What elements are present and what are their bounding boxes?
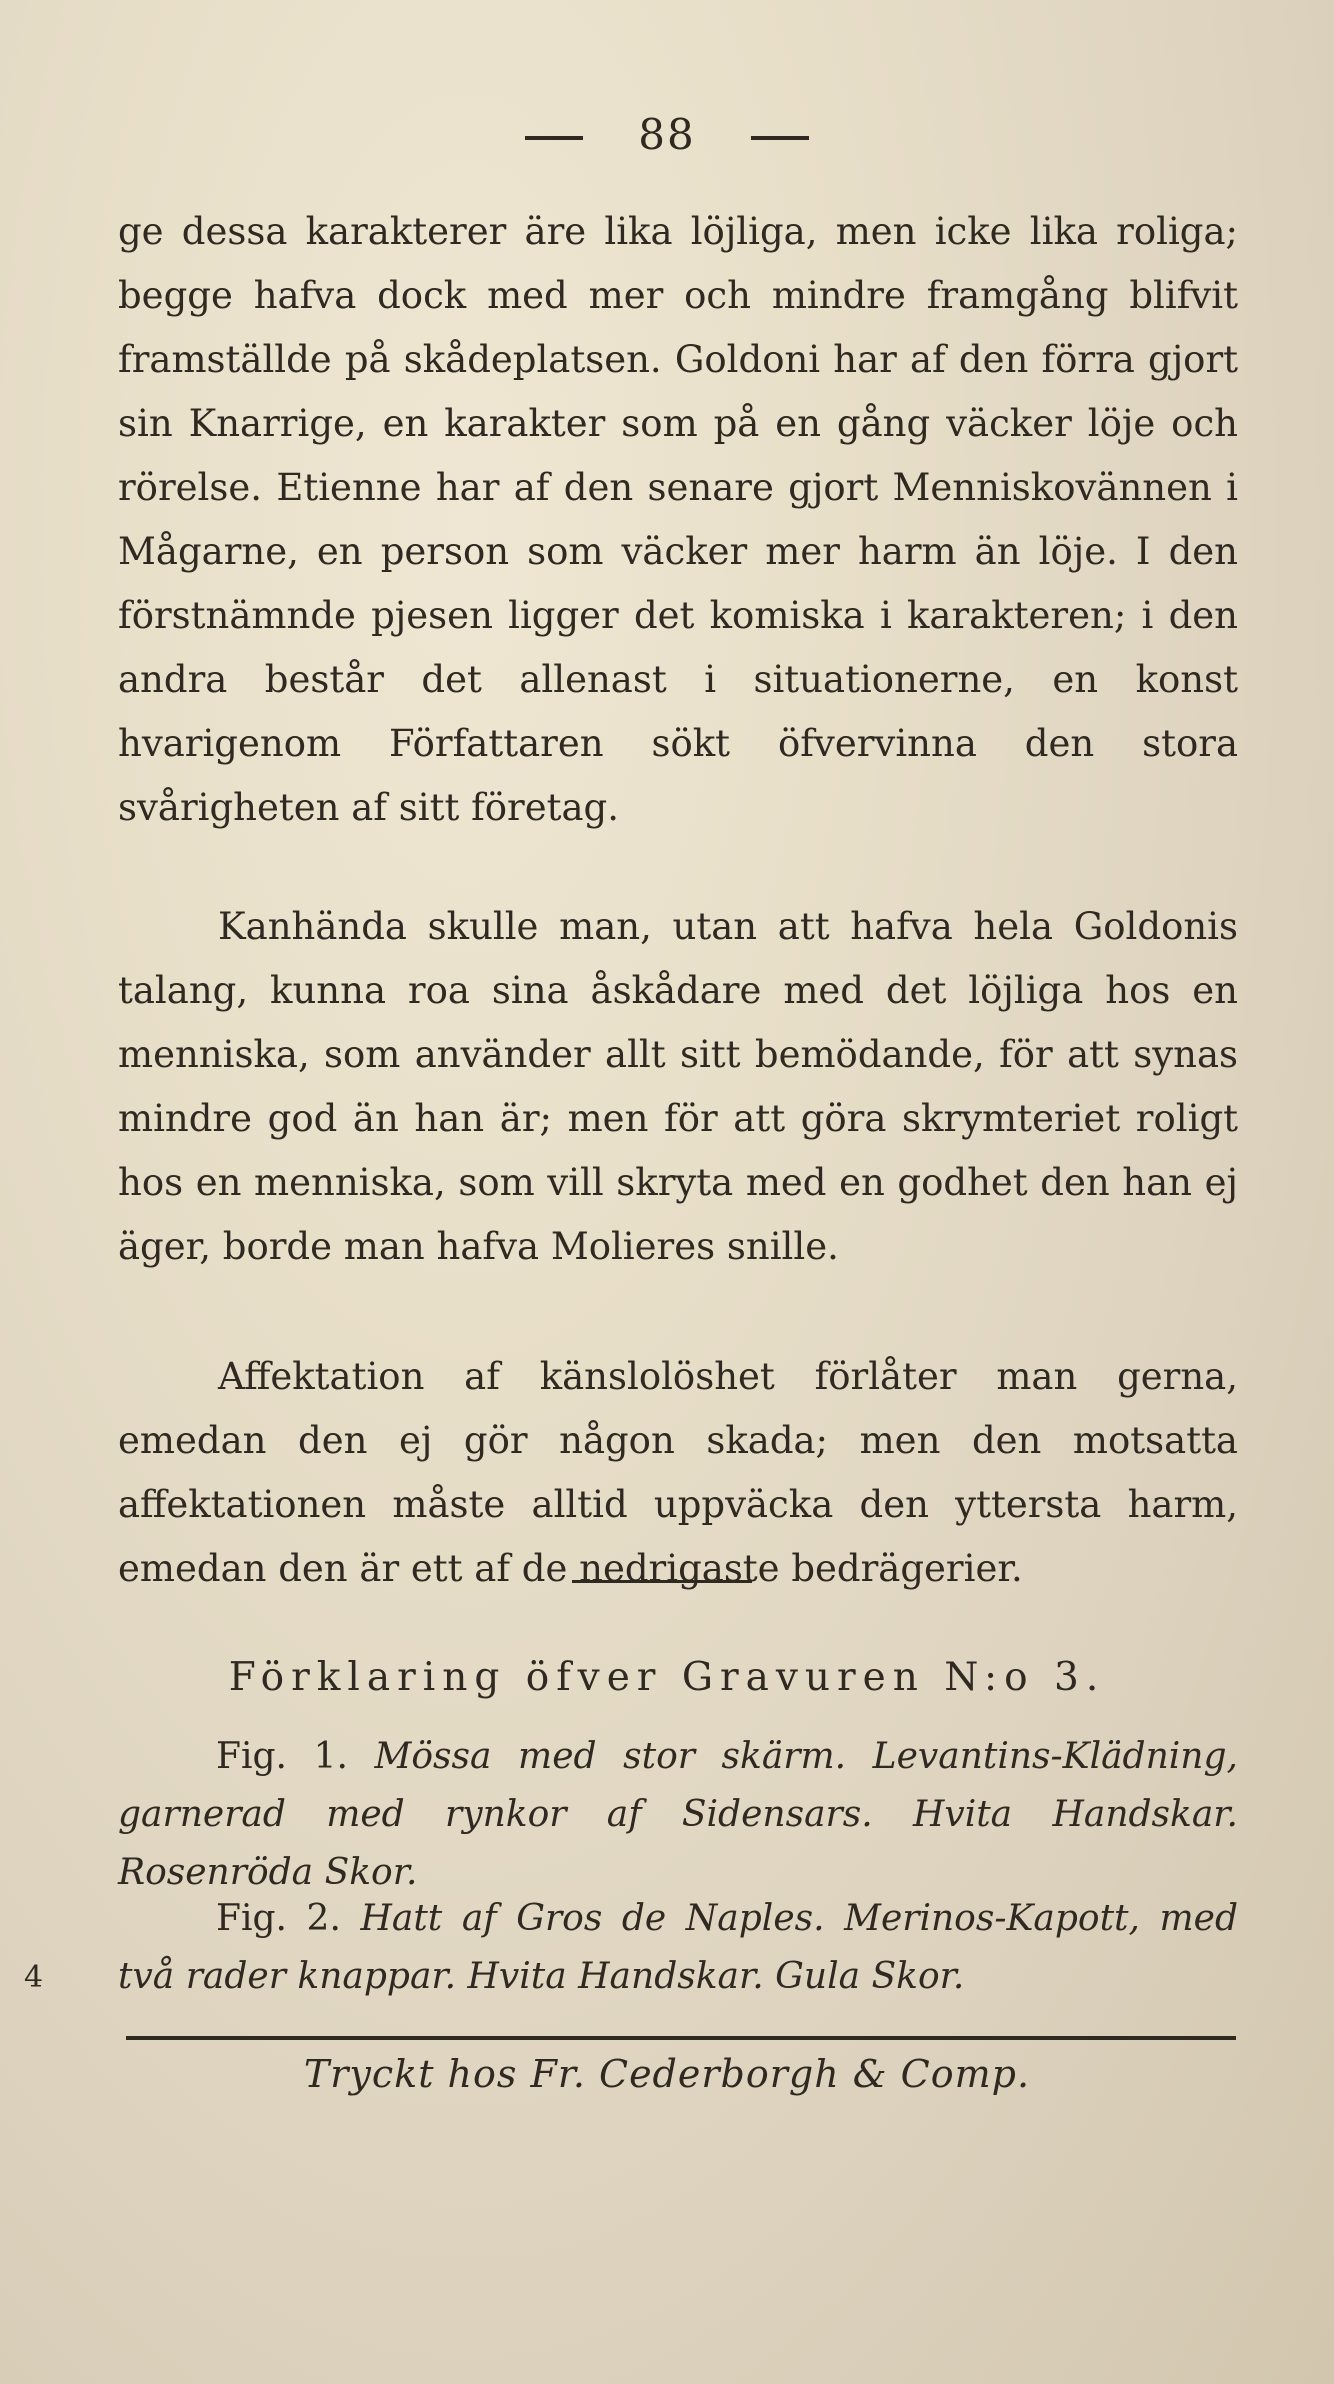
figure-2-caption xyxy=(118,1890,1238,2006)
header-dash-left xyxy=(525,136,583,140)
section-divider xyxy=(572,1580,752,1583)
header-dash-right xyxy=(751,136,809,140)
page-header xyxy=(0,110,1334,159)
printer-imprint: Tryckt hos Fr. Cederborgh & Comp. xyxy=(303,2052,1031,2096)
figure-2-text: Hatt af Gros de Naples. Merinos-Kapott, med två rader knappar. Hvita Handskar. Gula Skor. xyxy=(118,1898,1238,1997)
figure-1-caption xyxy=(118,1728,1238,1902)
footer-rule xyxy=(126,2036,1236,2040)
paragraph-3: Affektation af känslolöshet förlåter man gerna, emedan den ej gör någon skada; men den motsatta affektationen måste alltid uppväcka den yttersta harm, emedan den är ett af de nedrigaste bedrägerier. xyxy=(118,1355,1238,1590)
margin-mark: 4 xyxy=(24,1960,44,1995)
figure-1-label: Fig. 1. xyxy=(216,1736,348,1777)
paragraph-1: ge dessa karakterer äre lika löjliga, men icke lika roliga; begge hafva dock med mer och mindre framgång blifvit framställde på skådeplatsen. Goldoni har af den förra gjort sin Knarrige, en karakter som på en gång väcker löje och rörelse. Etienne har af den senare gjort Menniskovännen i Mågarne, en person som väcker mer harm än löje. I den förstnämnde pjesen ligger det komiska i karakteren; i den andra består det allenast i situationerne, en konst hvarigenom Författaren sökt öfvervinna den stora svårigheten af sitt företag. xyxy=(118,210,1238,829)
paragraph-2: Kanhända skulle man, utan att hafva hela Goldonis talang, kunna roa sina åskådare med det löjliga hos en menniska, som använder allt sitt bemödande, för att synas mindre god än han är; men för att göra skrymteriet roligt hos en menniska, som vill skryta med en godhet den han ej äger, borde man hafva Molieres snille. xyxy=(118,905,1238,1268)
figure-1-text: Mössa med stor skärm. Levantins-Klädning, garnerad med rynkor af Sidensars. Hvita Handskar. Rosenröda Skor. xyxy=(118,1736,1238,1893)
section-heading: Förklaring öfver Gravuren N:o 3. xyxy=(228,1655,1106,1700)
page-number: 88 xyxy=(638,110,696,159)
figure-2-label: Fig. 2. xyxy=(216,1898,341,1939)
